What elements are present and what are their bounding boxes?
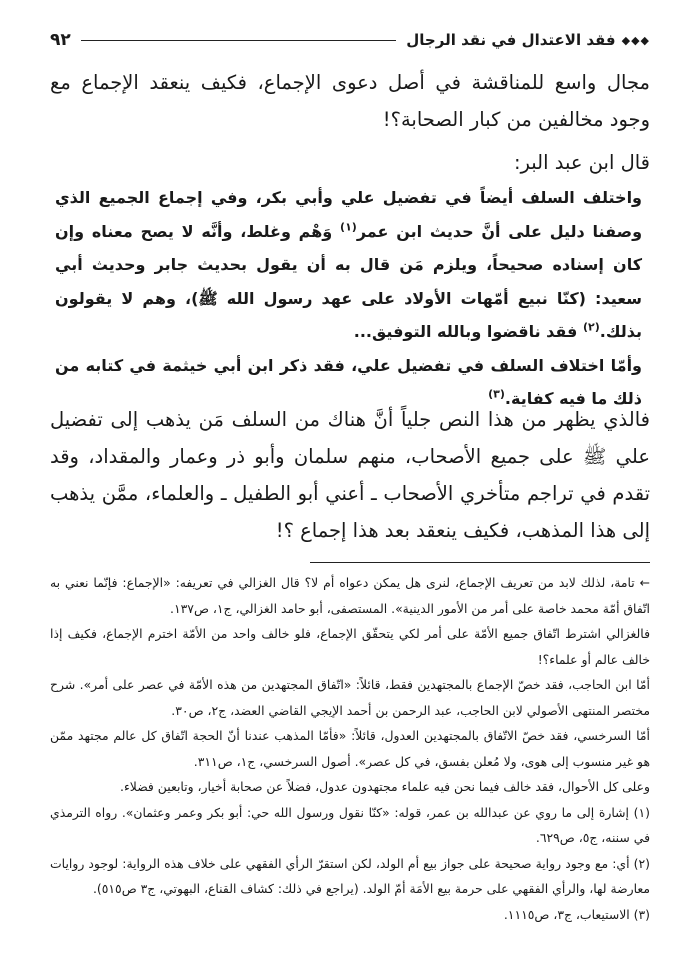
paragraph-intro: مجال واسع للمناقشة في أصل دعوى الإجماع، فكيف ينعقد الإجماع مع وجود مخالفين من كبار الصحابة؟! — [50, 71, 650, 131]
footnote-continuation: فالغزالي اشترط اتّفاق جميع الأمّة على أمر لكي يتحقّق الإجماع، فلو خالف واحد من الأمّة اخترم الإجماع، فكيف إذا خالف عالم أو علماء؟! — [50, 626, 650, 667]
quote-text: وَهْم وغلط، وأنَّه لا يصح معناه وإن كان إسناده صحيحاً، ويلزم مَن قال به أن يقول بحديث جابر وحديث أبي سعيد: (كنّا نبيع أمّهات الأولاد على عهد رسول الله ﷺ)، وهم لا يقولون بذلك. — [55, 221, 642, 341]
footnote-continuation: أمّا ابن الحاجب، فقد خصّ الإجماع بالمجتهدين فقط، قائلاً: «اتّفاق المجتهدين من هذه الأمّة في عصر على أمر». شرح مختصر المنتهى الأصولي لابن الحاجب، عبد الرحمن بن أحمد الإيجي القاضي العضد، ج٢، ص٣٠. — [50, 677, 650, 718]
paragraph-attribution: قال ابن عبد البر: — [513, 151, 650, 174]
book-title: فقد الاعتدال في نقد الرجال — [406, 31, 616, 49]
footnote-continuation: وعلى كل الأحوال، فقد خالف فيما نحن فيه علماء مجتهدون عدول، فضلاً عن صحابة أخيار، وتابعين فضلاء. — [120, 779, 650, 794]
footnote-continuation: أمّا السرخسي، فقد خصّ الاتّفاق بالمجتهدين العدول، قائلاً: «فأمّا المذهب عندنا أنّ الحجة اتّفاق كل عالم مجتهد ممّن هو غير منسوب إلى هوى، ولا مُعلن بفسق، في كل عصر». أصول السرخسي، ج١، ص٣١١. — [50, 728, 650, 769]
footnote-3: (٣) الاستيعاب، ج٣، ص١١١٥. — [503, 906, 650, 922]
footnotes — [50, 570, 650, 927]
footnote-marker-1: (١) — [340, 220, 357, 234]
quote-text: فقد ناقضوا وبالله التوفيق... — [353, 322, 583, 341]
footnote-marker-2: (٢) — [582, 320, 600, 334]
quote-text: واختلف السلف أيضاً في تفضيل علي وأبي بكر، وفي إجماع الجميع الذي وصفنا دليل على أنَّ حديث ابن عمر — [55, 188, 643, 241]
quote-text: وأمّا اختلاف السلف في تفضيل علي، فقد ذكر ابن أبي خيثمة في كتابه من ذلك ما فيه كفاية. — [55, 355, 642, 408]
paragraph-conclusion: فالذي يظهر من هذا النص جلياً أنَّ هناك من السلف مَن يذهب إلى تفضيل علي ﷺ على جميع الأصحاب، منهم سلمان وأبو ذر وعمار والمقداد، وقد تقدم في تراجم متأخري الأصحاب ـ أعني أبو الطفيل ـ والعلماء، ممَّن يذهب إلى هذا المذهب، فكيف ينعقد بعد هذا إجماع ؟! — [50, 408, 650, 542]
footnote-marker-3: (٣) — [488, 387, 505, 401]
footnote-2: (٢) أي: مع وجود رواية صحيحة على جواز بيع أم الولد، لكن استقرّ الرأي الفقهي على خلاف هذه الرواية: لوجود روايات معارضة لها، والرأي الفقهي على حرمة بيع الأمَة أمّ الولد. (يراجع في ذلك: كشاف القناع، البهوتي، ج٣ ص٥١٥). — [50, 855, 650, 896]
running-head — [50, 27, 650, 53]
ornament-diamonds: ◆◆◆ — [621, 33, 650, 47]
quote-paragraph-1 — [55, 181, 642, 349]
quotation-block — [55, 181, 642, 416]
footnote-separator — [310, 562, 650, 563]
footnote-continuation: ← تامة، لذلك لابد من تعريف الإجماع، لنرى هل يمكن دعواه أم لا؟ قال الغزالي في تعريفه: «الإجماع: فإنّما نعني به اتّفاق أمّة محمد خاصة على أمر من الأمور الدينية». المستصفى، أبو حامد الغزالي، ج١، ص١٣٧. — [50, 575, 650, 616]
header-rule — [81, 40, 397, 41]
footnote-1: (١) إشارة إلى ما روي عن عبدالله بن عمر، قوله: «كنّا نقول ورسول الله حي: أبو بكر وعمر وعثمان». رواه الترمذي في سننه، ج٥، ص٦٢٩. — [50, 804, 650, 845]
page-number: ٩٢ — [50, 30, 71, 50]
